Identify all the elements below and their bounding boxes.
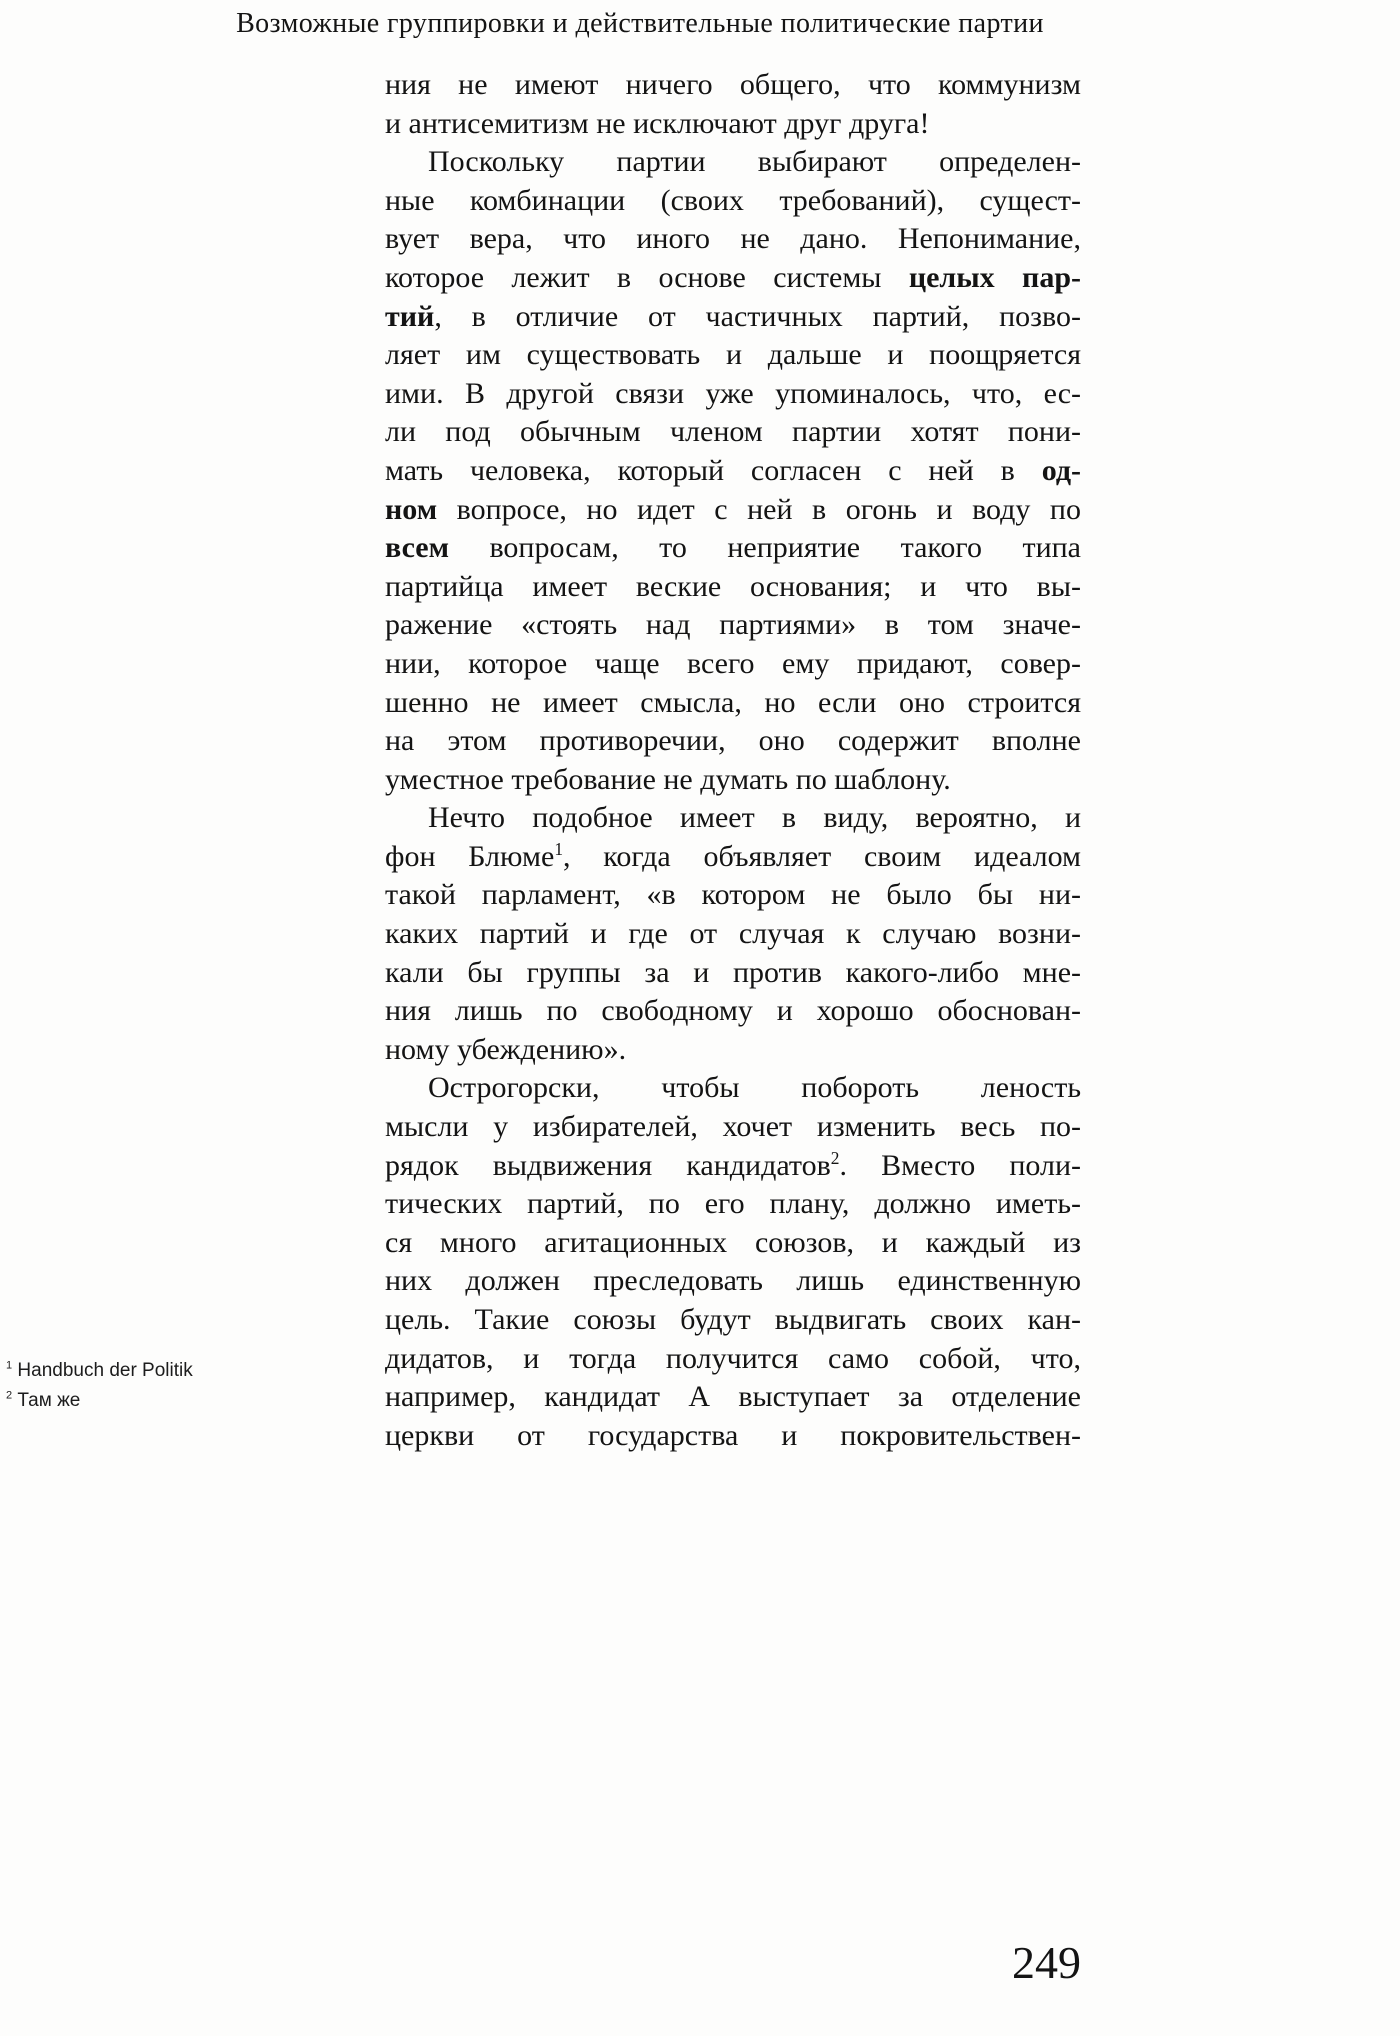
text-segment: ния лишь по свободному и хорошо обоснован- — [385, 994, 1081, 1028]
text-line — [385, 761, 1081, 800]
text-segment: тических партий, по его плану, должно иметь- — [385, 1187, 1081, 1221]
text-line — [385, 491, 1081, 530]
text-segment: мысли у избирателей, хочет изменить весь по- — [385, 1110, 1081, 1144]
text-segment: ли под обычным членом партии хотят пони- — [385, 415, 1081, 449]
text-line — [385, 915, 1081, 954]
text-line — [385, 105, 1081, 144]
text-line — [385, 298, 1081, 337]
text-segment: . Вместо поли- — [839, 1148, 1081, 1182]
footnote-text: Handbuch der Politik — [12, 1360, 193, 1381]
footnote-reference: 2 — [830, 1147, 840, 1168]
emphasis-text: целых пар- — [908, 260, 1081, 294]
paragraph — [385, 143, 1081, 799]
text-segment: Нечто подобное имеет в виду, вероятно, и — [428, 801, 1081, 835]
text-segment: церкви от государства и покровительствен- — [385, 1418, 1081, 1452]
text-line — [385, 1262, 1081, 1301]
text-segment: мать человека, который согласен с ней в — [385, 453, 1042, 487]
text-segment: ражение «стоять над партиями» в том значе- — [385, 608, 1081, 642]
text-line — [385, 336, 1081, 375]
footnote-reference: 1 — [554, 838, 564, 859]
footnote-item — [6, 1356, 193, 1386]
text-segment: Острогорски, чтобы побороть леность — [428, 1071, 1081, 1105]
body-text — [385, 66, 1081, 1455]
text-line — [385, 1301, 1081, 1340]
text-line — [385, 1108, 1081, 1147]
text-line — [385, 1031, 1081, 1070]
footnotes — [6, 1356, 193, 1416]
text-line — [385, 529, 1081, 568]
text-line — [385, 684, 1081, 723]
text-segment: которое лежит в основе системы — [385, 260, 909, 294]
text-segment: вопросе, но идет с ней в огонь и воду по — [437, 492, 1081, 526]
text-line — [385, 413, 1081, 452]
text-line — [385, 1147, 1081, 1186]
text-segment: кали бы группы за и против какого-либо мне- — [385, 955, 1081, 989]
page-number: 249 — [1012, 1937, 1081, 1988]
text-segment: ляет им существовать и дальше и поощряется — [385, 338, 1081, 372]
text-segment: нии, которое чаще всего ему придают, совер- — [385, 646, 1081, 680]
text-line — [385, 452, 1081, 491]
text-segment: , в отличие от частичных партий, позво- — [434, 299, 1081, 333]
text-segment: , когда объявляет своим идеалом — [563, 839, 1081, 873]
text-line — [385, 645, 1081, 684]
text-line — [385, 838, 1081, 877]
text-segment: рядок выдвижения кандидатов — [385, 1148, 831, 1182]
text-line — [385, 1340, 1081, 1379]
text-segment: ся много агитационных союзов, и каждый из — [385, 1225, 1081, 1259]
paragraph — [385, 1069, 1081, 1455]
emphasis-text: тий — [385, 299, 435, 333]
text-segment: ния не имеют ничего общего, что коммунизм — [385, 68, 1081, 101]
paragraph — [385, 799, 1081, 1069]
text-line — [385, 954, 1081, 993]
text-line — [385, 143, 1081, 182]
emphasis-text: од- — [1041, 453, 1081, 487]
text-segment: Поскольку партии выбирают определен- — [428, 145, 1081, 179]
text-segment: ими. В другой связи уже упоминалось, что, ес- — [385, 376, 1081, 410]
emphasis-text: ном — [385, 492, 438, 526]
text-segment: вует вера, что иного не дано. Непонимание, — [385, 222, 1081, 256]
text-line — [385, 1417, 1081, 1456]
footnote-marker: 2 — [6, 1389, 13, 1402]
text-line — [385, 799, 1081, 838]
text-line — [385, 722, 1081, 761]
text-line — [385, 1185, 1081, 1224]
text-line — [385, 220, 1081, 259]
text-segment: дидатов, и тогда получится само собой, что, — [385, 1341, 1081, 1375]
footnote-text: Там же — [12, 1390, 81, 1411]
text-segment: ному убеждению». — [385, 1032, 627, 1066]
text-segment: каких партий и где от случая к случаю возни- — [385, 917, 1081, 951]
text-line — [385, 1378, 1081, 1417]
text-segment: цель. Такие союзы будут выдвигать своих кан- — [385, 1303, 1081, 1336]
running-head: Возможные группировки и действительные политические партии — [236, 8, 1044, 39]
text-segment: шенно не имеет смысла, но если оно строится — [385, 685, 1081, 719]
text-segment: вопросам, то неприятие такого типа — [449, 531, 1081, 565]
text-line — [385, 876, 1081, 915]
text-line — [385, 375, 1081, 414]
text-segment: и антисемитизм не исключают друг друга! — [385, 106, 930, 140]
text-line — [385, 606, 1081, 645]
paragraph — [385, 66, 1081, 143]
text-segment: ные комбинации (своих требований), сущест- — [385, 183, 1081, 217]
text-line — [385, 182, 1081, 221]
text-segment: уместное требование не думать по шаблону. — [385, 762, 951, 796]
text-line — [385, 66, 1081, 105]
text-line — [385, 259, 1081, 298]
text-segment: них должен преследовать лишь единственную — [385, 1264, 1081, 1298]
footnote-item — [6, 1386, 193, 1416]
text-line — [385, 568, 1081, 607]
text-line — [385, 1069, 1081, 1108]
text-line — [385, 992, 1081, 1031]
text-segment: такой парламент, «в котором не было бы ни- — [385, 878, 1081, 912]
text-segment: например, кандидат А выступает за отделение — [385, 1380, 1081, 1414]
footnote-marker: 1 — [6, 1359, 13, 1372]
text-segment: партийца имеет веские основания; и что вы- — [385, 569, 1081, 603]
text-line — [385, 1224, 1081, 1263]
emphasis-text: всем — [385, 531, 449, 565]
text-segment: на этом противоречии, оно содержит вполне — [385, 724, 1081, 758]
text-segment: фон Блюме — [385, 839, 555, 873]
